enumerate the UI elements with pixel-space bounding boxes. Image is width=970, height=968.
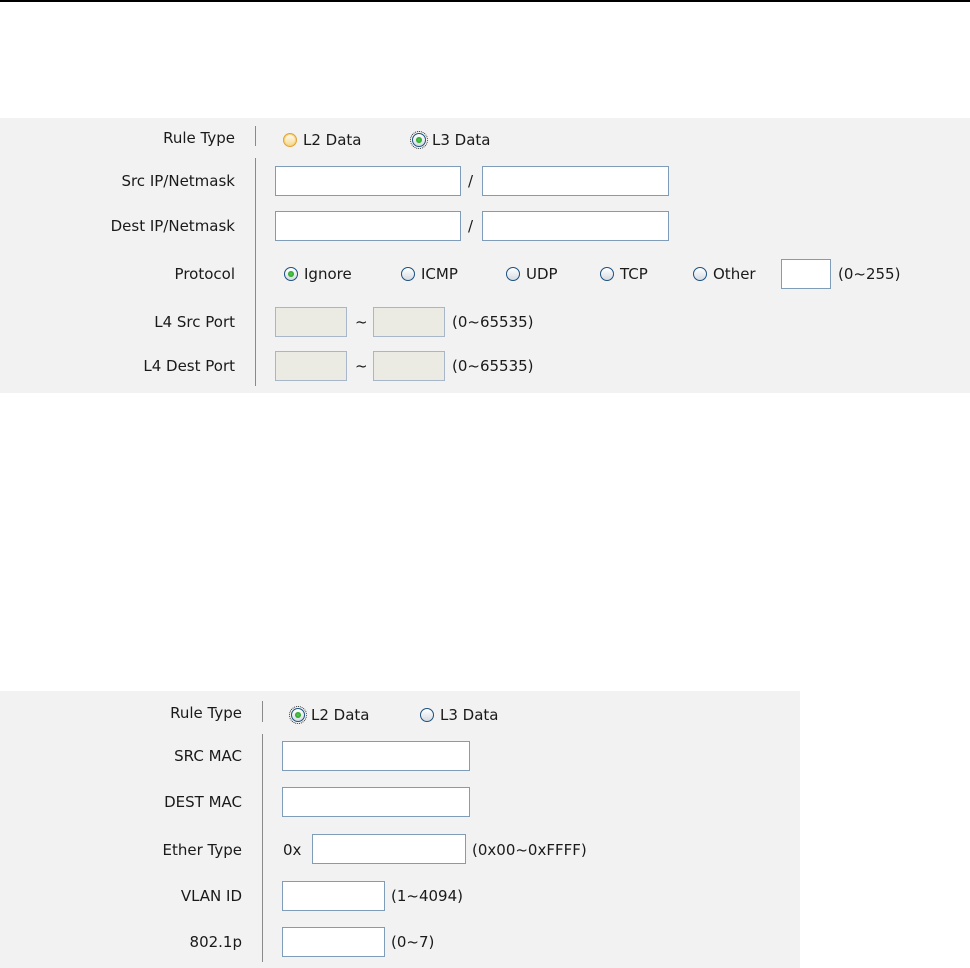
dest-mac-input[interactable] (282, 787, 470, 817)
ether-type-range: (0x00~0xFFFF) (472, 841, 587, 859)
l2-rule-type-l2-radio[interactable] (291, 705, 369, 725)
l3-rule-type-l2-label: L2 Data (303, 131, 362, 149)
protocol-tcp-label: TCP (620, 265, 648, 283)
l4-src-port-tilde: ~ (355, 313, 368, 331)
vlan-id-range: (1~4094) (391, 887, 463, 905)
l3-rule-type-label: Rule Type (163, 129, 235, 147)
vlan-id-label: VLAN ID (180, 887, 242, 905)
ether-type-prefix: 0x (283, 841, 302, 859)
l4-dest-port-range: (0~65535) (452, 357, 534, 375)
l3-rule-type-l3-label: L3 Data (432, 131, 491, 149)
top-border-line (0, 0, 970, 2)
l2-fields-divider (262, 734, 263, 962)
protocol-other-range: (0~255) (838, 265, 901, 283)
l4-dest-port-from-input[interactable] (275, 351, 347, 381)
l2-rule-type-l2-label: L2 Data (311, 706, 370, 724)
ether-type-label: Ether Type (162, 841, 242, 859)
radio-button-checked-icon[interactable] (284, 267, 298, 281)
protocol-tcp-radio[interactable] (600, 264, 648, 284)
l3-rule-type-divider (255, 126, 256, 146)
l3-rule-type-l3-radio[interactable] (412, 130, 490, 150)
protocol-other-input[interactable] (781, 259, 831, 289)
radio-button-icon[interactable] (401, 267, 415, 281)
l2-rule-type-label: Rule Type (170, 704, 242, 722)
l4-src-port-from-input[interactable] (275, 307, 347, 337)
protocol-icmp-radio[interactable] (401, 264, 458, 284)
radio-button-icon[interactable] (600, 267, 614, 281)
protocol-icmp-label: ICMP (421, 265, 458, 283)
radio-button-icon[interactable] (506, 267, 520, 281)
dest-mac-label: DEST MAC (164, 793, 242, 811)
l4-dest-port-label: L4 Dest Port (143, 357, 235, 375)
l2-rule-type-l3-label: L3 Data (440, 706, 499, 724)
l2-rule-type-divider (262, 701, 263, 722)
radio-button-icon[interactable] (693, 267, 707, 281)
l3-dest-ip-label: Dest IP/Netmask (110, 217, 235, 235)
radio-button-icon[interactable] (420, 708, 434, 722)
protocol-ignore-label: Ignore (304, 265, 352, 283)
radio-button-checked-icon[interactable] (412, 133, 426, 147)
src-mac-label: SRC MAC (174, 747, 242, 765)
dot1p-input[interactable] (282, 927, 385, 957)
l4-dest-port-tilde: ~ (355, 357, 368, 375)
protocol-udp-label: UDP (526, 265, 558, 283)
protocol-other-label: Other (713, 265, 756, 283)
ether-type-input[interactable] (312, 834, 466, 864)
dot1p-label: 802.1p (189, 933, 242, 951)
l3-src-ip-label: Src IP/Netmask (121, 172, 235, 190)
l3-rule-panel (0, 118, 970, 393)
l4-src-port-label: L4 Src Port (154, 313, 235, 331)
l4-src-port-to-input[interactable] (373, 307, 445, 337)
l2-rule-panel (0, 691, 800, 968)
src-mac-input[interactable] (282, 741, 470, 771)
radio-button-checked-icon[interactable] (291, 708, 305, 722)
l4-src-port-range: (0~65535) (452, 313, 534, 331)
dest-ip-input[interactable] (275, 211, 461, 241)
dest-netmask-input[interactable] (482, 211, 669, 241)
protocol-other-radio[interactable] (693, 264, 756, 284)
src-ip-slash: / (468, 172, 474, 190)
protocol-udp-radio[interactable] (506, 264, 558, 284)
src-ip-input[interactable] (275, 166, 461, 196)
radio-button-icon[interactable] (283, 133, 297, 147)
src-netmask-input[interactable] (482, 166, 669, 196)
vlan-id-input[interactable] (282, 881, 385, 911)
protocol-ignore-radio[interactable] (284, 264, 352, 284)
l4-dest-port-to-input[interactable] (373, 351, 445, 381)
dot1p-range: (0~7) (391, 933, 435, 951)
dest-ip-slash: / (468, 217, 474, 235)
l2-rule-type-l3-radio[interactable] (420, 705, 498, 725)
l3-fields-divider (255, 158, 256, 386)
l3-rule-type-l2-radio[interactable] (283, 130, 361, 150)
l3-protocol-label: Protocol (174, 265, 235, 283)
